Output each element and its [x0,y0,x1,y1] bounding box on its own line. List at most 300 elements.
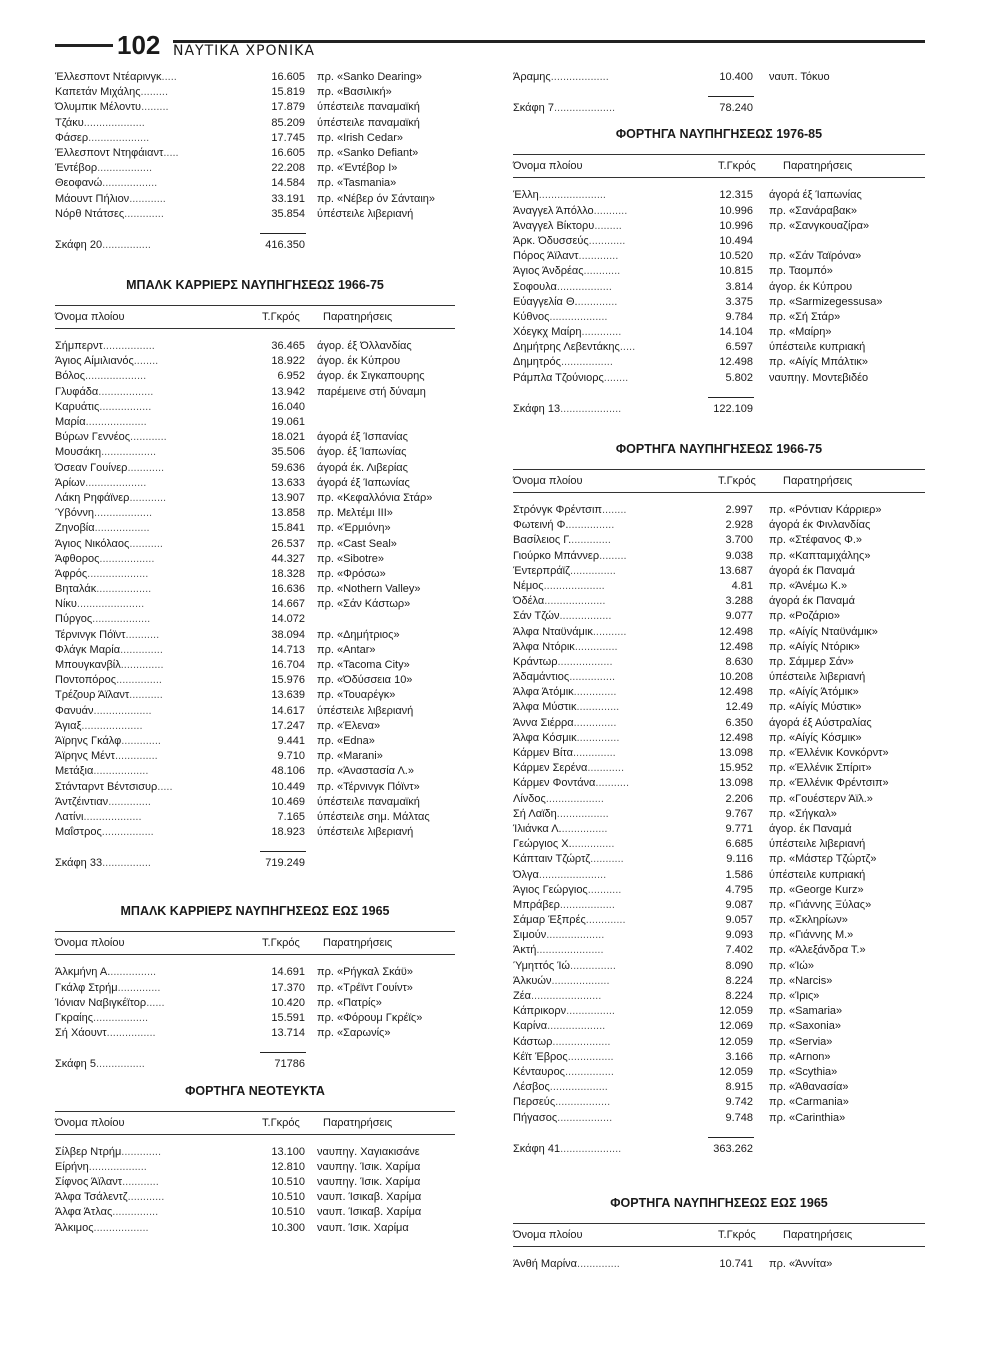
ship-name [513,1019,605,1034]
table-row [513,609,925,624]
table-row [55,85,455,100]
table-row [55,1160,455,1175]
remarks: πρ. «Έρμιόνη» [317,522,391,535]
table-row [513,685,925,700]
leader-dots: ........... [595,777,630,790]
leader-dots: ................ [102,857,151,870]
ship-name-text: Άκτή [513,944,537,957]
remarks: πρ. «Γιάννης Ξύλας» [769,898,872,911]
leader-dots: .................. [557,655,613,668]
gross-tonnage: 13.098 [719,777,753,790]
table-row [513,340,925,355]
ship-name-text: Άλφα Νταϋνάμικ [513,625,593,638]
table-row [55,1026,455,1041]
remarks: πρ. «Αίγίς Ντόρικ» [769,640,860,653]
remarks: πρ. «Cast Seal» [317,537,397,550]
ship-name [55,400,151,415]
remarks: παρέμεινε στή δύναμη [317,385,426,398]
ship-name-text: Άγιος Νικόλαος [55,537,130,550]
ship-name-text: Κάρμεν Βίτα [513,747,573,759]
page-header [55,30,925,62]
gross-tonnage: 10.510 [271,1175,305,1188]
remarks: άγορ. έκ Παναμά [769,822,852,835]
remarks: πρ. «Edna» [317,734,375,747]
ship-name-text: Άρίων [55,476,86,489]
leader-dots: ................... [549,1081,608,1094]
remarks: πρ. «Άνέμω Κ.» [769,579,848,592]
ship-name [513,640,618,655]
ship-name [513,746,616,761]
leader-dots: .................... [81,719,143,732]
leader-dots: ........... [592,625,627,638]
ship-name [513,943,604,958]
ship-name-text: Πήγασος [513,1111,558,1124]
ship-name [55,506,152,521]
ship-name-text: Σοφουλα [513,280,557,293]
ship-name [513,1050,614,1065]
gross-tonnage: 12.059 [719,1065,753,1078]
leader-dots: ........... [129,689,163,702]
remarks: πρ. «Φρόσω» [317,567,386,580]
table-row [55,339,455,354]
ship-name-text: Φωτεινή Φ. [513,519,569,532]
total-value: 363.262 [713,1142,753,1155]
gross-tonnage: 16.605 [271,146,305,159]
ship-name-text: Κύθνος [513,310,550,323]
leader-dots: .................. [96,583,152,596]
ship-name [55,1145,161,1160]
leader-dots: .................... [88,131,150,144]
ship-name-text: Στάνταρντ Βέντσισυρ [55,780,158,793]
table-row [513,731,925,746]
table-row [55,1011,455,1026]
remarks: ύπέστειλε σημ. Μάλτας [317,810,430,823]
remarks: πρ. «Σήγκαλ» [769,807,837,820]
leader-dots: ................... [93,704,152,717]
total-label [55,856,151,871]
table-row [513,1095,925,1110]
gross-tonnage: 17.745 [271,131,305,144]
leader-dots: .................. [93,1012,149,1024]
gross-tonnage: 6.597 [725,341,753,354]
section-title: ΦΟΡΤΗΓΑ ΝΑΥΠΗΓΗΣΕΩΣ ΕΩΣ 1965 [610,1195,828,1210]
section-title: ΦΟΡΤΗΓΑ ΝΑΥΠΗΓΗΣΕΩΣ 1976-85 [615,127,823,142]
remarks: πρ. «Έλλένικ Κονκόρντ» [769,747,889,759]
gross-tonnage: 19.061 [271,416,305,428]
leader-dots: ......... [141,101,169,114]
ship-name-text: Κάπρικορν [513,1005,567,1018]
gross-tonnage: 9.767 [725,807,753,820]
ship-name [513,655,613,670]
table-row [513,989,925,1004]
table-row [55,673,455,688]
table-row [513,837,925,852]
leader-dots: .............. [108,795,151,808]
remarks: άγορ. έκ Κύπρου [769,280,853,293]
ship-name-text: Άφρός [55,567,88,580]
ship-name-text: Κέϊτ Έβρος [513,1050,568,1063]
header-notes: Παρατηρήσεις [323,937,393,950]
table-row [55,612,455,627]
ship-name [513,234,625,249]
remarks: πρ. «Servia» [769,1035,833,1048]
ship-name [513,974,610,989]
remarks: πρ. «Φόρουμ Γκρέϊς» [317,1012,423,1024]
gross-tonnage: 33.191 [271,192,305,205]
leader-dots: ............. [121,734,161,747]
table-row [55,491,455,506]
remarks: πρ. «Arnon» [769,1050,831,1063]
ship-name-text: Τζάκυ [55,116,84,129]
ship-name-text: Δημήτρης Λεβεντάκης [513,341,620,354]
leader-dots: ................... [545,792,604,805]
remarks: πρ. «Sarmizegessusa» [769,295,883,308]
ship-name-text: Σή Χάουντ [55,1027,107,1040]
section-title: ΦΟΡΤΗΓΑ ΝΕΟΤΕΥΚΤΑ [185,1083,325,1098]
gross-tonnage: 13.714 [271,1027,305,1040]
gross-tonnage: 13.098 [719,747,753,759]
gross-tonnage: 16.605 [271,71,305,83]
table-row [55,643,455,658]
table-row [513,868,925,883]
table-row [513,746,925,761]
gross-tonnage: 13.100 [271,1145,305,1158]
gross-tonnage: 7.402 [725,944,753,957]
table-row [55,400,455,415]
ship-name-text: Γεώργιος Χ. [513,838,572,851]
gross-tonnage: 12.498 [719,640,753,653]
ship-name-text: Φανυάν [55,704,94,717]
leader-dots: ................. [99,400,152,413]
table-row [513,280,925,295]
remarks: πρ. «Σάν Ταϊρόνα» [769,250,862,263]
remarks: άγορ. έξ Όλλανδίας [317,340,412,353]
leader-dots: ............. [124,207,164,220]
gross-tonnage: 9.710 [277,750,305,763]
table-row [513,533,925,548]
gross-tonnage: 6.350 [725,716,753,729]
ship-name-text: Γλυφάδα [55,385,99,398]
ship-name [513,1257,620,1272]
gross-tonnage: 12.498 [719,731,753,744]
ship-name [513,822,607,837]
ship-name-text: Όλγα [513,868,539,881]
ship-name-text: Σίλβερ Ντρήμ [55,1145,122,1158]
leader-dots: ............... [567,1050,614,1063]
gross-tonnage: 13.907 [271,491,305,504]
gross-tonnage: 3.166 [725,1050,753,1063]
ship-name [513,594,605,609]
table-row [513,716,925,731]
remarks: άγορ. έκ Σιγκαπουρης [317,370,425,383]
leader-dots: ............... [569,671,616,684]
leader-dots: ........... [590,853,624,866]
gross-tonnage: 12.49 [725,701,753,714]
ship-name [55,704,152,719]
ship-name [55,521,150,536]
remarks: πρ. «Τέρνινγκ Πόϊντ» [317,780,420,793]
leader-dots: ............... [569,564,616,577]
ship-name-text: Σίφνος Άϊλαντ [55,1175,123,1188]
gross-tonnage: 8.224 [725,990,753,1002]
table-row [513,310,925,325]
ship-name-text: Κράντωρ [513,655,558,668]
table-row [513,371,925,386]
ship-name-text: Καρυάτις [55,400,100,413]
gross-tonnage: 6.952 [277,370,305,383]
remarks: ύπέστειλε λιβεριανή [769,671,866,684]
remarks: πρ. «Antar» [317,643,376,656]
gross-tonnage: 10.300 [271,1221,305,1234]
magazine-title: ΝΑΥΤΙΚΑ ΧΡΟΝΙΚΑ [173,43,315,59]
leader-dots: ................ [102,238,151,251]
remarks: πρ. «Σάν Κάστωρ» [317,598,411,611]
ship-name-text: Άγιος Γεώργιος [513,883,588,896]
total-label-text: Σκάφη 7 [513,102,554,115]
table-row [513,219,925,234]
spacer [513,85,925,93]
remarks: πρ. «Μάστερ Τζώρτζ» [769,853,877,866]
table-row [513,943,925,958]
table-row [513,1080,925,1095]
ship-name [55,100,169,115]
spacer [55,1041,455,1049]
ship-name [55,1160,147,1175]
remarks: πρ. «Tacoma City» [317,659,410,671]
leader-dots: ................... [552,1035,611,1048]
gross-tonnage: 16.704 [271,659,305,671]
leader-dots: ................. [560,356,613,369]
ship-name [55,780,173,795]
ship-name [55,70,177,85]
leader-dots: ............ [129,192,166,205]
ship-name-text: Άγιος Άνδρέας [513,265,584,278]
ship-name-text: Όλυμπικ Μέλοντυ [55,101,142,114]
remarks: πρ. «Αίγίς Μπάλτικ» [769,356,869,369]
total-rule [513,93,925,101]
table-header [513,1223,925,1247]
table-header [55,1111,455,1135]
ship-name-text: Άντζέιντιαν [55,795,109,808]
gross-tonnage: 15.591 [271,1012,305,1024]
leader-dots: ................... [88,1160,147,1173]
ship-name-text: Μαρία [55,416,86,428]
leader-dots: ................. [102,340,155,353]
ship-name [55,116,145,131]
leader-dots: ............. [121,1145,162,1158]
ship-name-text: Λάκη Ρηφάϊνερ [55,491,130,504]
leader-dots: ............... [568,519,615,532]
gross-tonnage: 10.741 [719,1257,753,1270]
total-rule [55,848,455,856]
leader-dots: .............. [573,686,617,699]
ship-name [55,643,163,658]
remarks: άγορά έξ Αύστραλίας [769,716,872,729]
remarks: πρ. «Άθανασία» [769,1081,849,1094]
leader-dots: ......... [599,549,627,562]
leader-dots: .................. [559,898,615,911]
remarks: πρ. «Σανάραβακ» [769,204,858,217]
ship-name [513,989,601,1004]
leader-dots: ................ [564,1065,614,1078]
leader-dots: ............ [129,491,167,504]
spacer [55,840,455,848]
leader-dots: .................. [555,1096,611,1109]
leader-dots: .............. [576,731,620,744]
gross-tonnage: 15.976 [271,674,305,687]
remarks: πρ. «Δημήτριος» [317,628,400,641]
leader-dots: ................. [559,610,612,623]
gross-tonnage: 14.617 [271,704,305,717]
ship-name-text: Όσεαν Γουίνερ [55,461,128,474]
ship-name-text: Πόρος Άϊλαντ [513,250,579,263]
ship-name-text: Λίνδος [513,792,546,805]
remarks: άγορά έκ Παναμά [769,595,855,608]
table-row [55,810,455,825]
remarks: ύπέστειλε λιβεριανή [317,826,414,839]
table-row [513,503,925,518]
ship-name [513,264,620,279]
ship-name [55,445,156,460]
remarks: πρ. «Γουέστερν Άϊλ.» [769,792,873,805]
left-column [55,70,455,1236]
ship-name-text: Κάστωρ [513,1035,553,1048]
gross-tonnage: 9.093 [725,929,753,942]
ship-name [55,612,150,627]
gross-tonnage: 18.021 [271,431,305,444]
remarks: πρ. «Βασιλική» [317,86,392,99]
remarks: άγορά έκ. Λιβερίας [317,461,408,474]
leader-dots: .................... [560,402,622,415]
ship-name-text: Άλκιμος [55,1221,94,1234]
gross-tonnage: 10.510 [271,1206,305,1219]
gross-tonnage: 17.879 [271,101,305,114]
gross-tonnage: 9.771 [725,822,753,835]
total-rule [513,1134,925,1142]
ship-name-text: Έντέβορ [55,162,98,175]
remarks: πρ. «Άννίτα» [769,1257,833,1270]
gross-tonnage: 35.506 [271,446,305,459]
ship-name-text: Ίόνιαν Ναβιγκέϊτορ [55,996,147,1009]
ship-name-text: Ράμπλα Τζούνιορς [513,371,604,384]
ship-name-text: Φάσερ [55,131,89,144]
gross-tonnage: 9.077 [725,610,753,623]
leader-dots: ................... [93,507,153,520]
leader-dots: .............. [571,838,615,851]
gross-tonnage: 9.057 [725,914,753,927]
ship-name-text: Σιμούν [513,929,547,942]
remarks: πρ. «Σή Στάρ» [769,310,841,323]
remarks: ναυπηγ. Ίσικ. Χαρίμα [317,1175,421,1188]
spacer [513,386,925,394]
leader-dots: ................ [566,1005,615,1018]
table-row [513,792,925,807]
ship-name [55,1175,159,1190]
header-name: Όνομα πλοίου [55,1116,125,1129]
total-rule-line [708,397,754,398]
gross-tonnage: 38.094 [271,628,305,641]
remarks: ναυπηγ. Μοντεβιδέο [769,371,869,384]
remarks: πρ. «Άλεξάνδρα Τ.» [769,944,866,957]
ship-name-text: Σή Λαϊδη [513,807,557,820]
table-row [513,325,925,340]
table-row [513,564,925,579]
ship-name-text: Κάρμεν Σερένα [513,762,588,775]
ship-name-text: Ύβόννη [55,507,94,520]
total-label [513,402,621,417]
remarks: ύπέστειλε παναμαϊκή [317,116,420,129]
header-name: Όνομα πλοίου [513,160,583,173]
gross-tonnage: 10.494 [719,234,753,247]
remarks: ναυπηγ. Χαγιακισάνε [317,1145,420,1158]
ship-name [55,354,158,369]
remarks: άγορ. έξ Ίαπωνίας [317,446,407,459]
remarks: πρ. Μελτέμι ΙΙΙ» [317,507,393,520]
header-name: Όνομα πλοίου [55,311,125,324]
ship-name [55,795,151,810]
gross-tonnage: 14.072 [271,613,305,626]
total-value: 78.240 [719,102,753,115]
table-row [55,749,455,764]
table-row [55,1205,455,1220]
ship-name [513,837,614,852]
leader-dots: .............. [573,716,617,729]
ship-name [513,310,607,325]
ship-name [513,959,616,974]
gross-tonnage: 5.802 [725,371,753,384]
table-row [55,445,455,460]
remarks: ύπέστειλε παναμαϊκή [317,795,420,808]
spacer [55,222,455,230]
ship-name [55,430,167,445]
remarks: πρ. «Τρέϊντ Γουίντ» [317,981,413,994]
table-row [513,549,925,564]
leader-dots: ................... [92,613,151,626]
page-number: 102 [117,30,161,60]
ship-name-text: Άγιος Αίμιλιανός [55,355,134,368]
ship-name [55,1026,156,1041]
table-row [55,764,455,779]
leader-dots: .................. [93,765,149,778]
ship-name-text: Μπουγκανβίλ [55,659,121,671]
leader-dots: ............. [571,534,611,547]
table-row [513,959,925,974]
header-notes: Παρατηρήσεις [783,475,853,487]
ship-name [55,161,152,176]
table-row [55,996,455,1011]
ship-name-text: Άλφα Άτόμικ [513,686,574,699]
total-rule [55,230,455,238]
remarks: άγορά έκ Παναμά [769,564,855,577]
table-row [55,1190,455,1205]
remarks: ύπέστειλε παναμαϊκή [317,101,420,114]
ship-name [513,1111,612,1126]
ship-name [55,461,164,476]
gross-tonnage: 13.639 [271,689,305,702]
leader-dots: .................... [87,567,149,580]
total-row [55,1057,455,1072]
ship-name-text: Έλλεσποντ Ντηφάιαντ [55,146,164,159]
ship-name [55,491,166,506]
gross-tonnage: 14.104 [719,326,753,339]
ship-name [55,981,160,996]
table-row [513,1035,925,1050]
total-label-text: Σκάφη 33 [55,857,103,870]
ship-name [513,731,619,746]
header-notes: Παρατηρήσεις [783,160,853,173]
ship-name-text: Καρίνα [513,1020,548,1033]
table-row [55,476,455,491]
